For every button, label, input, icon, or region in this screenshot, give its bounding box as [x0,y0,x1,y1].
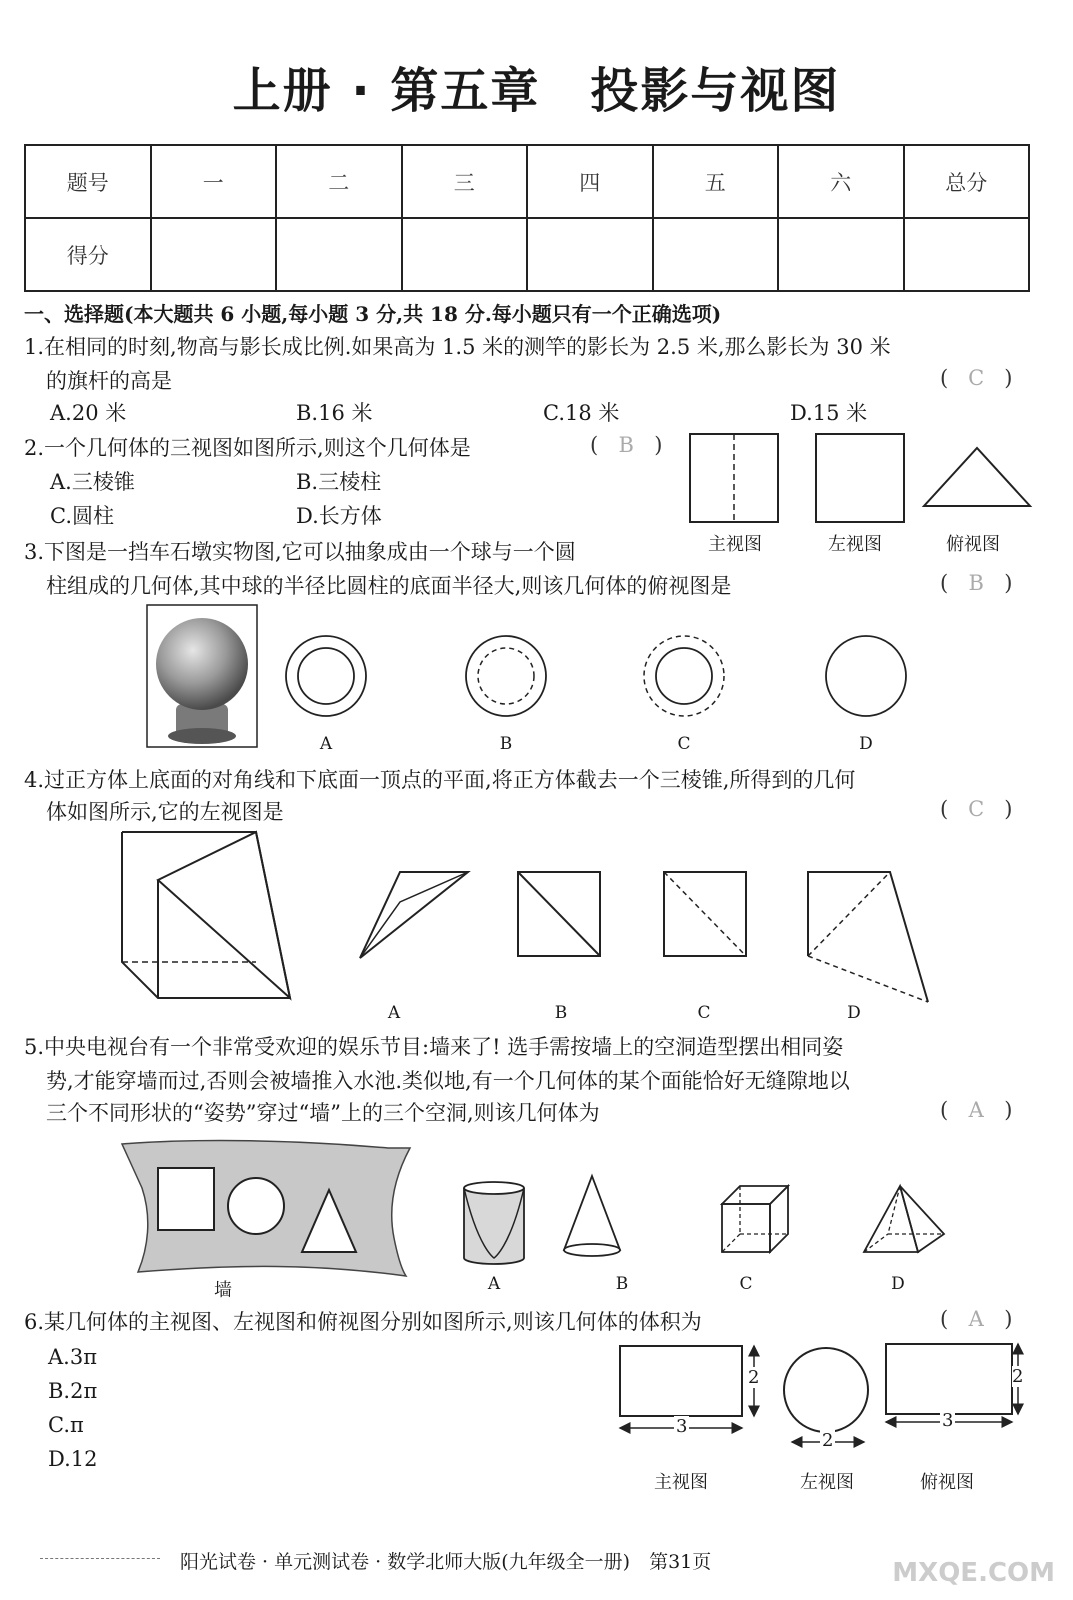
score-table [24,144,1030,292]
section-heading: 一、选择题(本大题共 6 小题,每小题 3 分,共 18 分.每小题只有一个正确选项) [24,302,722,326]
q1-option-d: D.15 米 [790,401,868,425]
q3-label-c: C [677,734,691,754]
q3-figures [146,604,906,764]
q5-label-d: D [891,1274,905,1294]
q5-label-b: B [615,1274,629,1294]
option-c-figure [664,872,746,956]
site-watermark: MXQE.COM [892,1558,1055,1588]
q6-option-b: B.2π [48,1379,98,1403]
q3-label-d: D [859,734,873,754]
q6-option-a: A.3π [48,1345,98,1369]
q1-option-b: B.16 米 [296,401,373,425]
table-cell: 题号 [25,145,151,218]
q3-text: 3.下图是一挡车石墩实物图,它可以抽象成由一个球与一个圆 [24,540,576,564]
score-cell[interactable] [653,218,779,291]
table-cell: 得分 [25,218,151,291]
q6-view-label: 主视图 [654,1472,708,1493]
q5-label-c: C [739,1274,753,1294]
score-cell[interactable] [904,218,1030,291]
q6-dim-front-h: 2 [748,1367,760,1388]
footer-divider [40,1558,160,1559]
option-a-figure [286,636,366,716]
table-cell: 五 [653,145,779,218]
q6-answer: ( A ) [940,1307,1013,1331]
option-d-figure [864,1186,944,1252]
q3-label-a: A [319,734,333,754]
score-table-score-row [25,218,1029,291]
q6-view-label: 俯视图 [920,1472,974,1493]
option-a-figure [464,1182,524,1264]
q3-text: 柱组成的几何体,其中球的半径比圆柱的底面半径大,则该几何体的俯视图是 [46,574,732,598]
q1-option-a: A.20 米 [50,401,127,425]
q4-label-c: C [697,1003,711,1023]
option-d-figure [826,636,906,716]
q5-figures [118,1138,958,1278]
q3-answer: ( B ) [940,571,1013,595]
option-b-figure [564,1176,620,1256]
q4-label-b: B [554,1003,568,1023]
q5-text: 5.中央电视台有一个非常受欢迎的娱乐节目:墙来了! 选手需按墙上的空洞造型摆出相同姿 [24,1035,844,1059]
q4-figures [118,828,918,1008]
q4-answer: ( C ) [940,797,1013,821]
option-a-figure [360,872,468,958]
q2-text: 2.一个几何体的三视图如图所示,则这个几何体是 [24,436,471,460]
q6-dim-front-w: 3 [676,1416,688,1437]
q3-label-b: B [499,734,513,754]
q2-option-a: A.三棱锥 [50,470,135,494]
option-c-figure [644,636,724,716]
wall-figure [122,1141,410,1276]
q6-dim-top-w: 3 [942,1410,954,1431]
side-view [784,1348,868,1442]
table-cell: 三 [402,145,528,218]
q4-text: 4.过正方体上底面的对角线和下底面一顶点的平面,将正方体截去一个三棱锥,所得到的几何 [24,768,856,792]
q4-label-d: D [847,1003,861,1023]
q5-text: 势,才能穿墙而过,否则会被墙推入水池.类似地,有一个几何体的某个面能恰好无缝隙地以 [46,1069,850,1093]
q2-option-b: B.三棱柱 [296,470,382,494]
q5-wall-label: 墙 [214,1280,232,1301]
q6-text: 6.某几何体的主视图、左视图和俯视图分别如图所示,则该几何体的体积为 [24,1310,702,1334]
q5-label-a: A [487,1274,501,1294]
score-table-header-row [25,145,1029,218]
q4-text: 体如图所示,它的左视图是 [46,800,284,824]
table-cell: 总分 [904,145,1030,218]
score-cell[interactable] [402,218,528,291]
table-cell: 一 [151,145,277,218]
option-b-figure [466,636,546,716]
q6-option-c: C.π [48,1413,84,1437]
q1-answer: ( C ) [940,366,1013,390]
score-cell[interactable] [151,218,277,291]
score-cell[interactable] [778,218,904,291]
option-c-figure [722,1186,788,1252]
option-b-figure [518,872,600,956]
q6-option-d: D.12 [48,1447,98,1471]
table-cell: 二 [276,145,402,218]
q2-view-label: 俯视图 [946,534,1000,555]
q2-option-d: D.长方体 [296,504,382,528]
q1-text: 的旗杆的高是 [46,369,172,393]
q2-view-label: 左视图 [828,534,882,555]
table-cell: 六 [778,145,904,218]
q5-text: 三个不同形状的“姿势”穿过“墙”上的三个空洞,则该几何体为 [46,1101,600,1125]
q2-answer: ( B ) [590,433,663,457]
q1-option-c: C.18 米 [543,401,620,425]
table-cell: 四 [527,145,653,218]
score-cell[interactable] [527,218,653,291]
q2-view-label: 主视图 [708,534,762,555]
q5-answer: ( A ) [940,1098,1013,1122]
page-footer: 阳光试卷 · 单元测试卷 · 数学北师大版(九年级全一册) 第31页 [180,1551,712,1573]
stone-pillar-photo [147,605,257,747]
q6-dim-side-d: 2 [822,1430,834,1451]
q4-label-a: A [387,1003,401,1023]
q1-text: 1.在相同的时刻,物高与影长成比例.如果高为 1.5 米的测竿的影长为 2.5 米,那么影长为 30 米 [24,335,891,359]
q6-dim-top-h: 2 [1012,1366,1024,1387]
q6-view-label: 左视图 [800,1472,854,1493]
q2-three-views-figure [688,432,1038,527]
score-cell[interactable] [276,218,402,291]
page-title: 上册 · 第五章 投影与视图 [232,63,841,119]
option-d-figure [808,872,928,1002]
q2-option-c: C.圆柱 [50,504,114,528]
cut-cube-figure [122,832,290,998]
